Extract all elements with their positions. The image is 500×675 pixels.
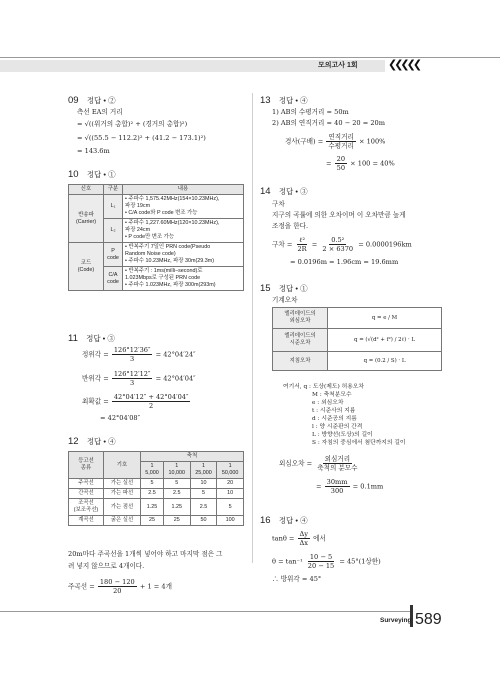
q16-line-3: ∴ 방위각 = 45° [272, 575, 322, 583]
q11-line-2: 반위각 = $\frac{126^\circ 12'12''}{3}$ = 42°04′04″ [82, 370, 196, 387]
table-cell: 25 [163, 516, 190, 526]
answer-label: 정답 • ④ [278, 516, 308, 525]
table-cell: 코드 (Code) [69, 243, 104, 291]
table-header: 1 25,000 [190, 462, 217, 479]
table-cell: 계곡선 [69, 516, 104, 526]
answer-label: 정답 • ③ [278, 187, 308, 196]
q12-note-1: 20m마다 주곡선을 1개씩 넣어야 하고 마지막 점은 그 [68, 550, 223, 558]
answer-label: 정답 • ④ [278, 96, 308, 105]
answer-label: 정답 • ① [86, 170, 116, 179]
legend-item: 여기서, q : 도상(제도) 허용오차 [283, 384, 364, 390]
table-cell: 엘리데이드의 외심오차 [273, 308, 328, 329]
table-header: 등고선 종류 [69, 452, 104, 479]
table-cell: q = (0.2 / S) · L [328, 352, 442, 371]
table-cell: 5 [217, 499, 244, 516]
table-cell: 1.25 [163, 499, 190, 516]
contour-line-table [68, 451, 244, 526]
question-number: 09 [68, 95, 79, 106]
table-cell: 조곡선 (보조곡선) [69, 499, 104, 516]
table-cell: P code [104, 243, 123, 267]
q15-calc-2: = $\frac{30mm}{300}$ = 0.1mm [316, 478, 384, 495]
table-cell: • 반복주기 7일인 PRN code(Pseudo Random Noise code) • 주파수 10.23MHz, 파장 30m(29.3m) [123, 243, 244, 267]
footer-rule [0, 611, 410, 612]
table-row [69, 499, 244, 516]
q14-line-4: 구차 = $\frac{\text{ℓ²}}{2R}$ = $\frac{\text{0.5²}}{2 \times 6370}$ = 0.0000196km [272, 236, 412, 253]
legend-item: M : 축척분모수 [312, 392, 352, 398]
question-number: 14 [260, 186, 271, 197]
instrument-error-table [272, 307, 442, 371]
gps-signal-table [68, 184, 244, 291]
table-row [69, 479, 244, 489]
table-row [69, 516, 244, 526]
question-11-header [68, 333, 115, 344]
q13-line-3: 경사(구배) = $\frac{\text{연직거리}}{\text{수평거리}}$ × 100% [285, 133, 386, 150]
legend-item: d : 시준공의 지름 [312, 416, 357, 422]
table-cell: 2.5 [163, 489, 190, 499]
question-13-header [260, 95, 308, 106]
q11-line-3: 최확값 = $\frac{42^\circ 04'12'' + 42^\circ 04'04''}{2}$ [82, 393, 189, 410]
q11-line-1: 정위각 = $\frac{126^\circ 12'36''}{3}$ = 42°04′24″ [82, 346, 196, 363]
q11-line-4: = 42°04′08″ [100, 414, 141, 422]
answer-label: 정답 • ③ [86, 334, 115, 343]
table-cell: 10 [217, 489, 244, 499]
table-cell: • 반복주기 : 1ms(milli−second)로 1.023Mbps로 구성된 PRN code • 주파수 1.023MHz, 파장 300m(293m) [123, 267, 244, 291]
table-cell: 5 [190, 489, 217, 499]
q15-title: 기계오차 [272, 296, 298, 304]
answer-label: 정답 • ② [86, 96, 116, 105]
question-number: 13 [260, 95, 271, 106]
table-cell: • 주파수 1,227.60MHz(120×10.23MHz), 파장 24cm • P code만 변조 가능 [123, 219, 244, 243]
table-header: 구분 [104, 185, 123, 195]
table-cell: q = (√(d² + f²) / 2ℓ) · L [328, 329, 442, 352]
table-cell: 엘리데이드의 시준오차 [273, 329, 328, 352]
legend-item: t : 시준사의 지름 [312, 408, 356, 414]
table-header: 내용 [123, 185, 244, 195]
table-row [69, 195, 244, 219]
table-cell: L₂ [104, 219, 123, 243]
table-cell: 가는 점선 [104, 499, 141, 516]
table-header: 1 50,000 [217, 462, 244, 479]
table-cell: 반송파 (Carrier) [69, 195, 104, 243]
footer-label: Surveying [380, 617, 412, 624]
table-cell: 100 [217, 516, 244, 526]
table-cell: • 주파수 1,575.42MHz(154×10.23MHz), 파장 19cm • C/A code와 P code 변조 가능 [123, 195, 244, 219]
table-row [69, 489, 244, 499]
q14-line-1: 구차 [272, 200, 285, 208]
table-row [69, 243, 244, 267]
table-cell: 2.5 [141, 489, 164, 499]
chevrons-icon: ❮❮❮❮❮ [388, 58, 420, 71]
question-number: 15 [260, 283, 271, 294]
table-cell: q = e / M [328, 308, 442, 329]
table-header: 1 10,000 [163, 462, 190, 479]
q12-note-2: 려 넣지 않으므로 4개이다. [68, 562, 145, 570]
question-16-header [260, 515, 308, 526]
table-cell: 굵은 실선 [104, 516, 141, 526]
table-cell: C/A code [104, 267, 123, 291]
header-rule [0, 57, 500, 58]
q13-line-4: = $\frac{20}{50}$ × 100 = 40% [326, 155, 395, 172]
legend-item: l : 양 시준판의 간격 [312, 424, 363, 430]
question-15-header [260, 283, 308, 294]
table-header: 신호 [69, 185, 104, 195]
table-cell: 50 [190, 516, 217, 526]
q14-line-5: = 0.0196m = 1.96cm = 19.6mm [290, 258, 399, 266]
question-number: 16 [260, 515, 271, 526]
table-cell: 주곡선 [69, 479, 104, 489]
table-header: 기호 [104, 452, 141, 479]
question-12-header [68, 436, 116, 447]
table-cell: L₁ [104, 195, 123, 219]
page-header-title: 모의고사 1회 [318, 62, 358, 69]
question-14-header [260, 186, 308, 197]
q15-calc-1: 외심오차 = $\frac{\text{외심거리}}{\text{축척의 분모수}}$ [279, 455, 358, 472]
table-cell: 지침오차 [273, 352, 328, 371]
table-cell: 5 [163, 479, 190, 489]
answer-label: 정답 • ① [278, 284, 308, 293]
q16-line-1: tanθ = $\frac{\Delta y}{\Delta x}$ 에서 [272, 530, 326, 547]
table-cell: 5 [141, 479, 164, 489]
q13-line-2: 2) AB의 연직거리 = 40 − 20 = 20m [272, 119, 385, 127]
table-cell: 20 [217, 479, 244, 489]
table-cell: 25 [141, 516, 164, 526]
question-number: 10 [68, 169, 79, 180]
column-divider [252, 93, 253, 563]
q09-line-1: 측선 EA의 거리 [77, 108, 123, 116]
table-header: 1 5,000 [141, 462, 164, 479]
question-number: 11 [68, 333, 78, 344]
question-number: 12 [68, 436, 79, 447]
q14-line-3: 조정을 한다. [272, 222, 309, 230]
table-row [273, 308, 442, 329]
legend-item: L : 방향선(도상)의 길이 [312, 432, 373, 438]
table-row [273, 329, 442, 352]
table-header: 축척 [141, 452, 244, 462]
table-cell: 1.25 [141, 499, 164, 516]
q13-line-1: 1) AB의 수평거리 = 50m [272, 108, 349, 116]
legend-item: S : 자침의 중심에서 첨단까지의 길이 [312, 440, 406, 446]
q09-line-4: = 143.6m [77, 147, 110, 155]
q14-line-2: 지구의 곡률에 의한 오차이며 이 오차만큼 높게 [272, 211, 406, 219]
table-cell: 가는 실선 [104, 479, 141, 489]
q16-line-2: θ = tan⁻¹ $\frac{10 - 5}{20 - 15}$ = 45°(1상한) [272, 553, 381, 570]
question-10-header [68, 169, 116, 180]
table-row [273, 352, 442, 371]
legend-item: e : 외심오차 [312, 400, 344, 406]
table-cell: 10 [190, 479, 217, 489]
table-cell: 가는 파선 [104, 489, 141, 499]
answer-label: 정답 • ④ [86, 437, 116, 446]
q12-calc: 주곡선 = $\frac{180 - 120}{20}$ + 1 = 4개 [68, 578, 172, 595]
question-09-header [68, 95, 116, 106]
table-cell: 간곡선 [69, 489, 104, 499]
page-number: 589 [415, 611, 442, 628]
q09-line-3: = √((55.5 − 112.2)² + (41.2 − 173.1)²) [77, 134, 206, 142]
q09-line-2: = √((위거의 총합)² + (경거의 총합)²) [77, 120, 188, 128]
table-cell: 2.5 [190, 499, 217, 516]
